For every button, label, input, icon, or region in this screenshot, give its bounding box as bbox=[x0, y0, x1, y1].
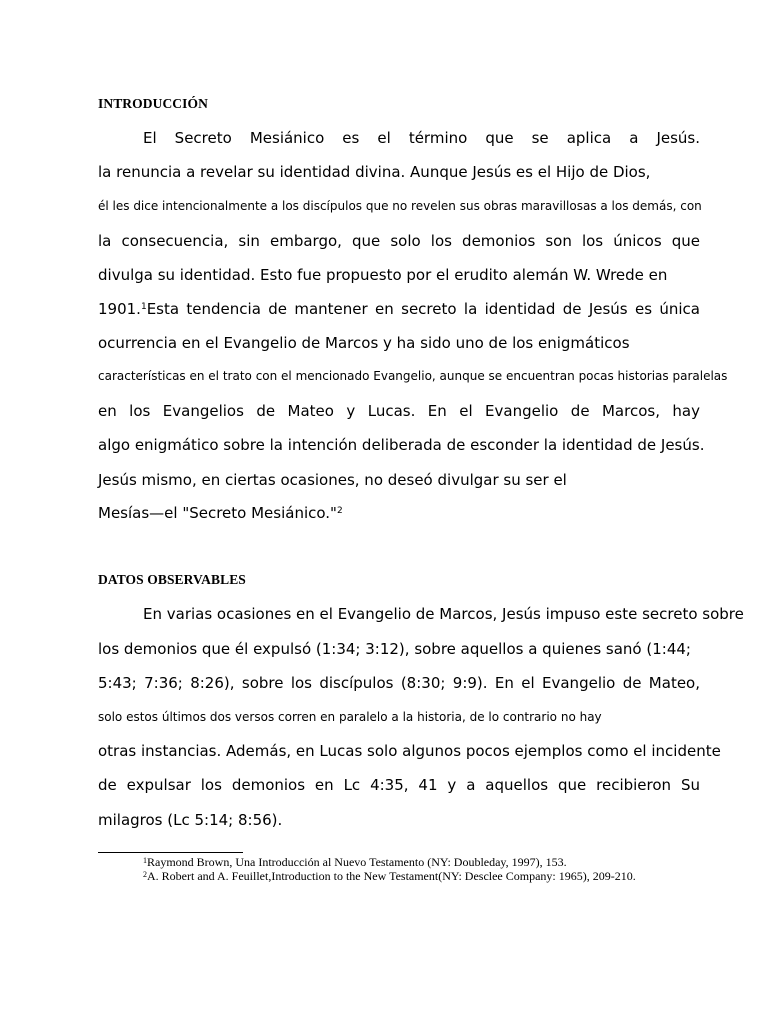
paragraph-line: los demonios que él expulsó (1:34; 3:12), sobre aquellos a quienes sanó (1:44; bbox=[98, 640, 691, 658]
paragraph-line: En varias ocasiones en el Evangelio de Marcos, Jesús impuso este secreto sobre bbox=[143, 605, 744, 623]
paragraph-line: características en el trato con el mencionado Evangelio, aunque se encuentran pocas historias paralelas bbox=[98, 369, 728, 383]
section-heading-datos-observables: DATOS OBSERVABLES bbox=[98, 572, 246, 587]
paragraph-line: la consecuencia, sin embargo, que solo los demonios son los únicos que bbox=[98, 232, 700, 250]
footnote-ref-1: 1 bbox=[140, 302, 147, 312]
footnote-ref-2: 2 bbox=[336, 506, 343, 516]
footnote bbox=[143, 869, 636, 883]
paragraph-line: ocurrencia en el Evangelio de Marcos y ha sido uno de los enigmáticos bbox=[98, 334, 630, 352]
footnote-mark: 1 bbox=[143, 856, 147, 865]
footnote-text: A. Robert and A. Feuillet,Introduction to the New Testament(NY: Desclee Company: 1965), 209-210. bbox=[147, 869, 636, 883]
footnote bbox=[143, 855, 567, 869]
line-text: Mesías—el "Secreto Mesiánico." bbox=[98, 504, 337, 522]
paragraph-line: en los Evangelios de Mateo y Lucas. En el Evangelio de Marcos, hay bbox=[98, 402, 700, 420]
paragraph-line: Jesús mismo, en ciertas ocasiones, no deseó divulgar su ser el bbox=[98, 471, 567, 489]
paragraph-line: otras instancias. Además, en Lucas solo algunos pocos ejemplos como el incidente bbox=[98, 742, 721, 760]
paragraph-line: él les dice intencionalmente a los discípulos que no revelen sus obras maravillosas a los demás, con bbox=[98, 199, 702, 213]
paragraph-line: algo enigmático sobre la intención deliberada de esconder la identidad de Jesús. bbox=[98, 436, 705, 454]
footnote-mark: 2 bbox=[143, 870, 147, 879]
paragraph-line: la renuncia a revelar su identidad divina. Aunque Jesús es el Hijo de Dios, bbox=[98, 163, 651, 181]
paragraph-line bbox=[98, 504, 700, 522]
paragraph-line bbox=[98, 300, 700, 318]
footnote-separator bbox=[98, 852, 243, 853]
line-text: Esta tendencia de mantener en secreto la identidad de Jesús es única bbox=[146, 300, 700, 318]
line-text: 1901. bbox=[98, 300, 141, 318]
paragraph-line: El Secreto Mesiánico es el término que se aplica a Jesús. bbox=[143, 129, 700, 147]
section-heading-introduccion: INTRODUCCIÓN bbox=[98, 96, 208, 111]
paragraph-line: divulga su identidad. Esto fue propuesto por el erudito alemán W. Wrede en bbox=[98, 266, 668, 284]
paragraph-line: solo estos últimos dos versos corren en paralelo a la historia, de lo contrario no hay bbox=[98, 710, 602, 724]
footnote-text: Raymond Brown, Una Introducción al Nuevo Testamento (NY: Doubleday, 1997), 153. bbox=[147, 855, 567, 869]
paragraph-line: 5:43; 7:36; 8:26), sobre los discípulos (8:30; 9:9). En el Evangelio de Mateo, bbox=[98, 674, 700, 692]
paragraph-line: de expulsar los demonios en Lc 4:35, 41 y a aquellos que recibieron Su bbox=[98, 776, 700, 794]
paragraph-line: milagros (Lc 5:14; 8:56). bbox=[98, 811, 283, 829]
